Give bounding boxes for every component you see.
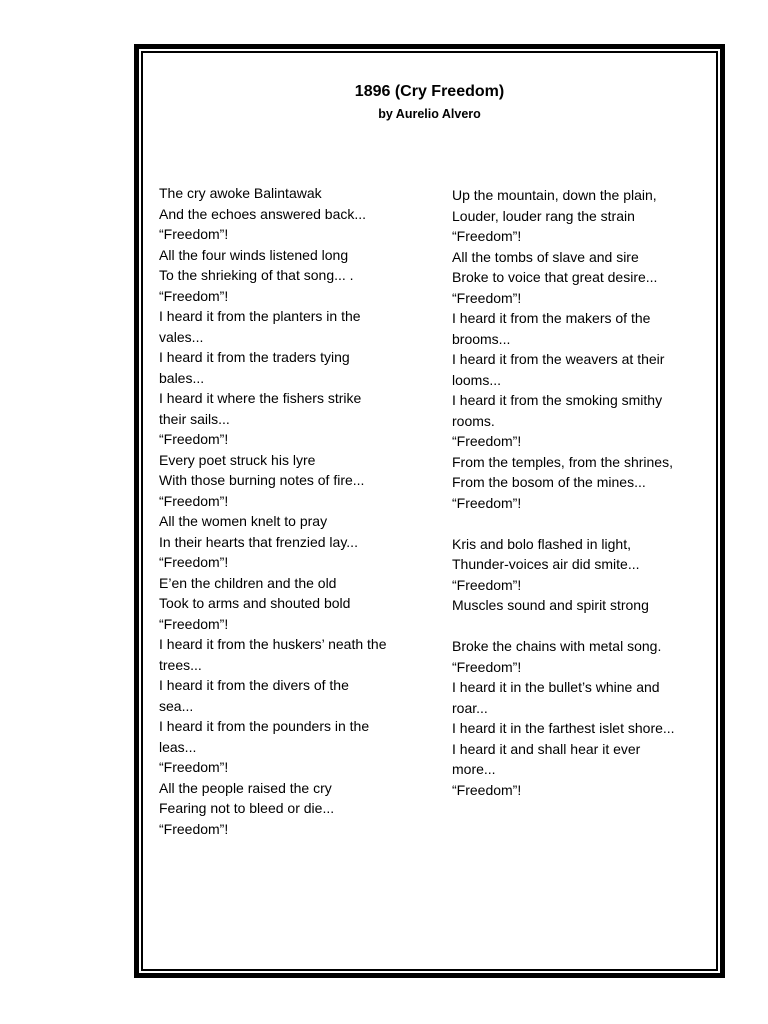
poem-line: I heard it and shall hear it ever [452, 740, 641, 757]
poem-line: “Freedom”! [452, 289, 522, 306]
poem-line: I heard it from the pounders in the [159, 718, 370, 734]
poem-line: “Freedom”! [159, 554, 229, 570]
poem-author: by Aurelio Alvero [378, 107, 481, 121]
poem-line: And the echoes answered back... [159, 205, 367, 222]
poem-line: their sails... [159, 410, 230, 427]
poem-line: I heard it from the planters in the [159, 308, 361, 324]
poem-line: looms... [452, 371, 502, 388]
poem-line: bales... [159, 369, 205, 386]
poem-line: “Freedom”! [159, 287, 229, 304]
stanza-break [452, 616, 675, 637]
poem-line: Every poet struck his lyre [159, 451, 316, 468]
poem-line: Took to arms and shouted bold [159, 595, 351, 611]
poem-line: “Freedom”! [452, 658, 522, 675]
poem-line: rooms. [452, 412, 495, 429]
poem-line: vales... [159, 328, 204, 345]
poem-line: Broke the chains with metal song. [452, 638, 662, 654]
poem-line: Broke to voice that great desire... [452, 269, 658, 285]
poem-line: In their hearts that frenzied lay... [159, 533, 358, 550]
poem-line: Kris and bolo flashed in light, [452, 535, 631, 552]
poem-line: Up the mountain, down the plain, [452, 187, 657, 203]
poem-line: roar... [452, 699, 488, 716]
poem-line: I heard it from the smoking smithy [452, 392, 663, 408]
poem-line: “Freedom”! [452, 433, 522, 449]
poem-line: sea... [159, 697, 194, 714]
poem-line: “Freedom”! [159, 820, 229, 837]
poem-line: I heard it in the farthest islet shore... [452, 720, 675, 736]
poem-left-column [159, 183, 387, 839]
poem-line: trees... [159, 656, 202, 673]
poem-line: I heard it in the bullet’s whine and [452, 679, 660, 695]
poem-line: E’en the children and the old [159, 574, 337, 591]
poem-line: Fearing not to bleed or die... [159, 800, 335, 816]
poem-line: “Freedom”! [452, 228, 522, 244]
poem-line: I heard it from the makers of the [452, 310, 651, 326]
poem-line: I heard it from the traders tying [159, 349, 350, 365]
poem-line: leas... [159, 738, 197, 755]
poem-line: more... [452, 761, 496, 777]
poem-line: brooms... [452, 330, 511, 347]
poem-line: The cry awoke Balintawak [159, 185, 322, 201]
poem-line: Thunder-voices air did smite... [452, 556, 640, 572]
poem-line: “Freedom”! [159, 759, 229, 775]
poem-line: All the women knelt to pray [159, 513, 328, 529]
poem-line: From the bosom of the mines... [452, 474, 646, 490]
poem-line: “Freedom”! [159, 492, 229, 509]
poem-line: All the tombs of slave and sire [452, 248, 639, 265]
poem-line: With those burning notes of fire... [159, 472, 365, 488]
poem-line: To the shrieking of that song... . [159, 267, 354, 283]
poem-line: “Freedom”! [159, 615, 229, 632]
poem-right-column [452, 185, 675, 800]
poem-title: 1896 (Cry Freedom) [354, 83, 505, 100]
poem-line: Muscles sound and spirit strong [452, 597, 649, 613]
poem-line: I heard it where the fishers strike [159, 390, 362, 406]
poem-line: Louder, louder rang the strain [452, 207, 635, 224]
poem-line: “Freedom”! [452, 781, 522, 798]
poem-line: “Freedom”! [159, 226, 229, 242]
poem-line: I heard it from the divers of the [159, 677, 349, 693]
poem-line: I heard it from the huskers’ neath the [159, 636, 387, 652]
poem-line: “Freedom”! [159, 431, 229, 447]
poem-line: I heard it from the weavers at their [452, 351, 665, 367]
poem-line: “Freedom”! [452, 576, 522, 593]
poem-line: From the temples, from the shrines, [452, 453, 673, 470]
poem-line: All the four winds listened long [159, 246, 349, 263]
poem-line: All the people raised the cry [159, 779, 332, 796]
stanza-break [452, 513, 675, 534]
poem-line: “Freedom”! [452, 494, 522, 511]
